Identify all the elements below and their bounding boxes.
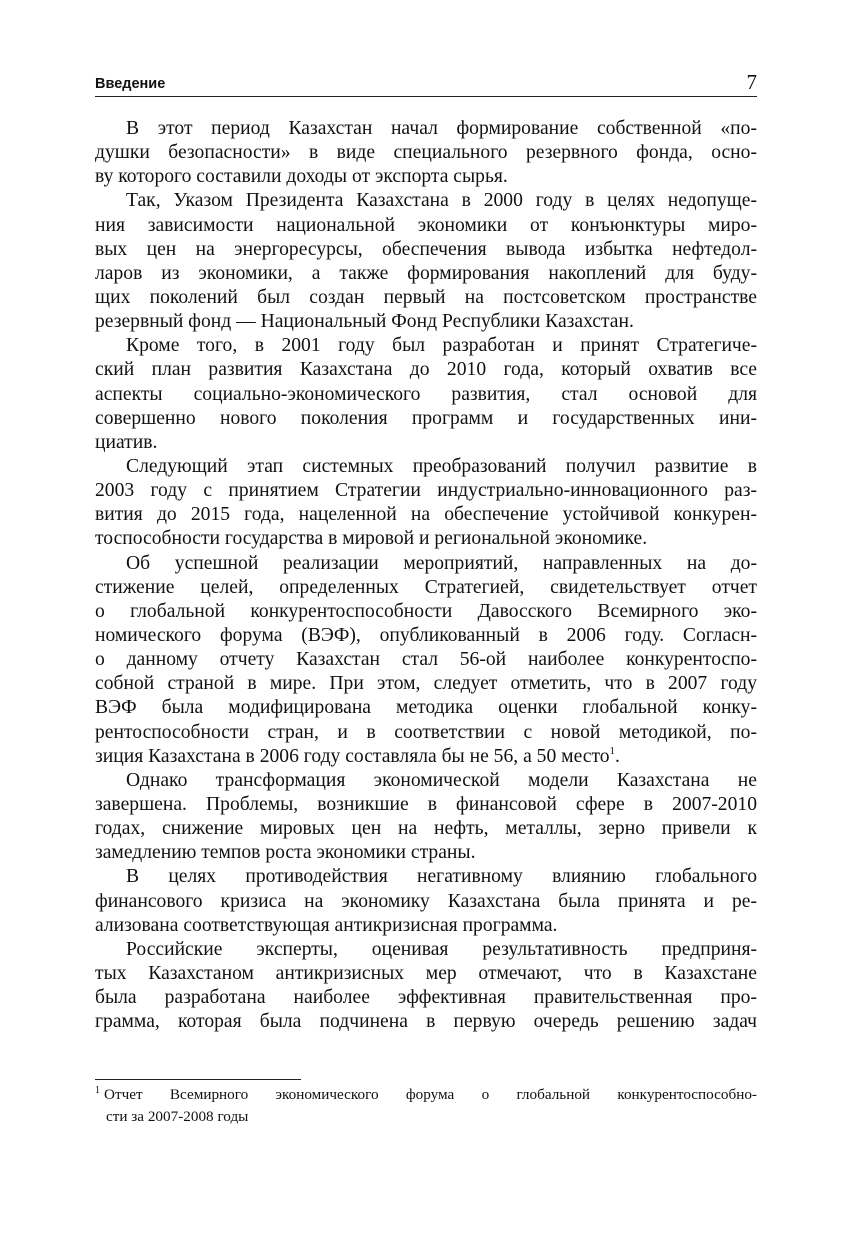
footnote-mark: 1 — [95, 1085, 100, 1096]
footnote-text: Отчет Всемирного экономического форума о глобальной конкурентоспособно- — [104, 1086, 757, 1103]
text-line: номического форума (ВЭФ), опубликованный в 2006 году. Согласн- — [95, 624, 757, 646]
footnote-line — [95, 1084, 757, 1106]
text-line: ву которого составили доходы от экспорта сырья. — [95, 166, 508, 188]
text-line: была разработана наиболее эффективная правительственная про- — [95, 987, 757, 1009]
text-line: Следующий этап системных преобразований получил развитие в — [126, 455, 757, 477]
text-line: о данному отчету Казахстан стал 56-ой наиболее конкурентоспо- — [95, 649, 757, 671]
footnote — [95, 1084, 757, 1128]
text-line: циатив. — [95, 431, 158, 453]
section-title: Введение — [95, 76, 166, 92]
text-line: годах, снижение мировых цен на нефть, металлы, зерно привели к — [95, 818, 757, 840]
text-line: собной страной в мире. При этом, следует отметить, что в 2007 году — [95, 673, 757, 695]
text-line-with-footnote — [95, 745, 757, 769]
text-line: Однако трансформация экономической модели Казахстана не — [126, 769, 757, 791]
text-line: вития до 2015 года, нацеленной на обеспечение устойчивой конкурен- — [95, 504, 757, 526]
running-header — [95, 70, 757, 97]
text-line: В этот период Казахстан начал формирование собственной «по- — [126, 118, 757, 139]
text-line: ларов из экономики, а также формирования накоплений для буду- — [95, 262, 757, 284]
text-line: рентоспособности стран, и в соответствии с новой методикой, по- — [95, 721, 757, 743]
text-line: ский план развития Казахстана до 2010 года, который охватив все — [95, 359, 757, 381]
text-line: грамма, которая была подчинена в первую очередь решению задач — [95, 1011, 757, 1033]
text-line: завершена. Проблемы, возникшие в финансовой сфере в 2007-2010 — [95, 793, 757, 815]
text-line: финансового кризиса на экономику Казахстана была принята и ре- — [95, 890, 757, 912]
footnote-reference[interactable]: 1 — [609, 744, 616, 757]
text-line: тоспособности государства в мировой и региональной экономике. — [95, 528, 648, 550]
text-line: совершенно нового поколения программ и государственных ини- — [95, 407, 757, 429]
page-number: 7 — [746, 70, 757, 94]
text-line: Российские эксперты, оценивая результативность предприня- — [126, 938, 757, 960]
text-line: замедлению темпов роста экономики страны. — [95, 842, 476, 864]
text-line: душки безопасности» в виде специального резервного фонда, осно- — [95, 142, 757, 164]
text-line: тых Казахстаном антикризисных мер отмечают, что в Казахстане — [95, 962, 757, 984]
text-line: щих поколений был создан первый на постсоветском пространстве — [95, 286, 757, 308]
text-line: 2003 году с принятием Стратегии индустриально-инновационного раз- — [95, 480, 757, 502]
footnote-divider — [95, 1079, 301, 1080]
text-line: Так, Указом Президента Казахстана в 2000 году в целях недопуще- — [126, 190, 757, 212]
text-line: Кроме того, в 2001 году был разработан и принят Стратегиче- — [126, 335, 757, 357]
text-line: стижение целей, определенных Стратегией, свидетельствует отчет — [95, 576, 757, 598]
text-line: о глобальной конкурентоспособности Давосского Всемирного эко- — [95, 600, 757, 622]
text-line: ализована соответствующая антикризисная программа. — [95, 914, 558, 936]
text-line: резервный фонд — Национальный Фонд Республики Казахстан. — [95, 311, 634, 333]
text-line: аспекты социально-экономического развития, стал основой для — [95, 383, 757, 405]
sentence-end: . — [615, 745, 620, 767]
text-line: вых цен на энергоресурсы, обеспечения вывода избытка нефтедол- — [95, 238, 757, 260]
text-line: ВЭФ была модифицирована методика оценки глобальной конку- — [95, 697, 757, 719]
footnote-line: сти за 2007-2008 годы — [106, 1108, 249, 1125]
text-line: Об успешной реализации мероприятий, направленных на до- — [126, 552, 757, 574]
body-text — [95, 117, 757, 1034]
text-line: ния зависимости национальной экономики от конъюнктуры миро- — [95, 214, 757, 236]
text-line: В целях противодействия негативному влиянию глобального — [126, 866, 757, 888]
text-line-content: зиция Казахстана в 2006 году составляла бы не 56, а 50 место — [95, 745, 610, 767]
